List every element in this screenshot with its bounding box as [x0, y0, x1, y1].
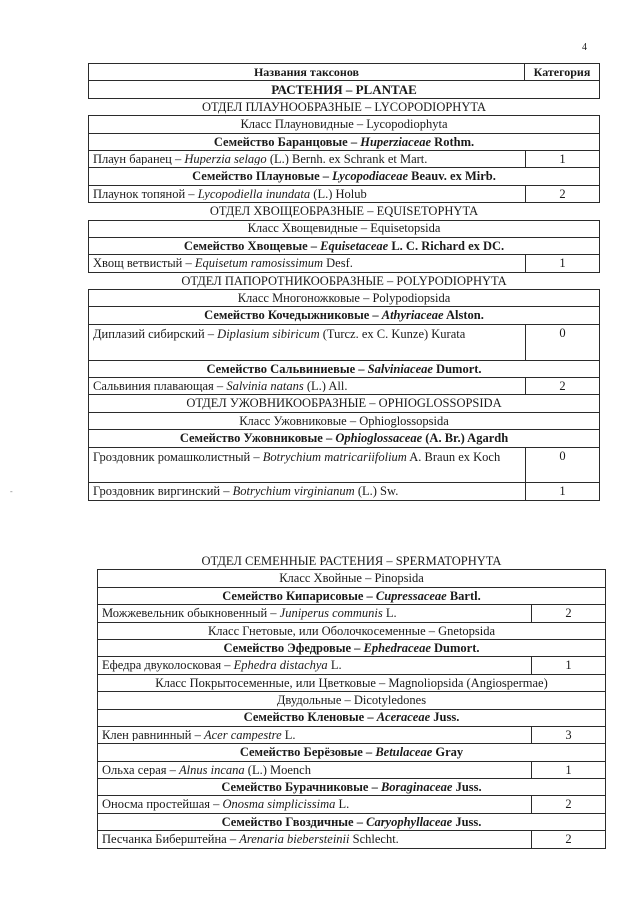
species-author: (Turcz. ex C. Kunze) Kurata: [319, 326, 466, 341]
species-row: [88, 377, 600, 395]
division-label: ОТДЕЛ ПАПОРОТНИКООБРАЗНЫЕ – POLYPODIOPHYTA: [181, 273, 507, 288]
family-latin: Ophioglossaceae: [335, 431, 423, 446]
kingdom-row: [88, 80, 600, 98]
family-author: Rothm.: [431, 134, 475, 149]
species-row: [97, 795, 606, 813]
species-name: Сальвиния плавающая –: [93, 379, 227, 393]
division-row: [88, 98, 600, 116]
family-author: Juss.: [430, 710, 460, 725]
family-latin: Cupressaceae: [375, 588, 447, 603]
species-row: [88, 150, 600, 168]
class-row: [88, 115, 600, 133]
family-latin: Lycopodiaceae: [332, 169, 409, 184]
family-latin: Equisetaceae: [320, 238, 389, 253]
family-row: [88, 133, 600, 151]
species-category: 0: [525, 325, 599, 360]
family-row: [97, 743, 606, 761]
class-label: Класс Хвощевидные – Equisetopsida: [247, 221, 441, 236]
division-row: [88, 202, 600, 220]
species-author: (L.) All.: [303, 379, 348, 393]
species-name: Оносма простейшая –: [102, 798, 223, 811]
class-row: [88, 220, 600, 238]
species-author: (L.) Sw.: [354, 485, 399, 498]
species-row: [88, 254, 600, 272]
family-name: Семейство Бурачниковые –: [221, 780, 381, 795]
family-row: [88, 360, 600, 378]
species-name: Плаунок топяной –: [93, 187, 198, 201]
species-name: Ефедра двуколосковая –: [102, 659, 234, 672]
stray-mark: -: [10, 487, 13, 496]
family-latin: Athyriaceae: [381, 308, 444, 323]
species-latin: Botrychium matricariifolium: [262, 449, 407, 464]
division-label: ОТДЕЛ ПЛАУНООБРАЗНЫЕ – LYCOPODIOPHYTA: [201, 99, 487, 114]
species-name: Диплазий сибирский –: [93, 326, 218, 341]
family-name: Семейство Гвоздичные –: [221, 814, 367, 829]
species-latin: Huperzia selago: [184, 152, 267, 166]
class-label: Класс Хвойные – Pinopsida: [279, 571, 424, 586]
species-category: 1: [525, 151, 599, 167]
family-name: Семейство Кленовые –: [243, 710, 377, 725]
species-category: 3: [531, 727, 605, 743]
family-latin: Ephedraceae: [363, 640, 431, 655]
family-latin: Betulaceae: [375, 745, 433, 760]
class-label: Класс Плауновидные – Lycopodiophyta: [240, 117, 448, 132]
family-name: Семейство Ужовниковые –: [179, 431, 336, 446]
family-name: Семейство Кочедыжниковые –: [204, 308, 382, 323]
species-latin: Ephedra distachya: [233, 659, 328, 672]
subclass-row: [97, 691, 606, 709]
species-name: Песчанка Биберштейна –: [102, 833, 240, 846]
species-row: [97, 761, 606, 779]
division-label: ОТДЕЛ ХВОЩЕОБРАЗНЫЕ – EQUISETOPHYTA: [209, 204, 479, 219]
taxa-table-part-1: [88, 64, 600, 501]
class-row: [88, 289, 600, 307]
family-row: [88, 237, 600, 255]
species-category: 1: [525, 483, 599, 499]
species-name: Ольха серая –: [102, 763, 180, 777]
subclass-label: Двудольные – Dicotyledones: [276, 693, 427, 708]
species-latin: Botrychium virginianum: [232, 485, 355, 498]
species-latin: Salvinia natans: [226, 379, 304, 393]
species-category: 2: [531, 831, 605, 847]
species-author: (L.) Holub: [310, 187, 367, 201]
family-name: Семейство Сальвиниевые –: [206, 361, 368, 376]
taxa-table-part-2: [97, 553, 606, 849]
family-name: Семейство Плауновые –: [192, 169, 333, 184]
species-latin: Acer campestre: [203, 728, 282, 742]
species-category: 1: [531, 762, 605, 778]
species-latin: Arenaria biebersteinii: [239, 833, 350, 846]
species-category: 2: [531, 605, 605, 621]
species-author: Schlecht.: [349, 833, 399, 846]
family-name: Семейство Хвощевые –: [183, 238, 321, 253]
family-row: [97, 709, 606, 727]
family-author: Alston.: [443, 308, 484, 323]
family-name: Семейство Кипарисовые –: [222, 588, 376, 603]
division-row: [88, 394, 600, 412]
species-latin: Diplasium sibiricum: [217, 326, 320, 341]
class-row: [97, 622, 606, 640]
class-row: [97, 674, 606, 692]
family-latin: Boraginaceae: [380, 780, 453, 795]
species-author: (L.) Bernh. ex Schrank et Mart.: [266, 152, 428, 166]
family-author: Bartl.: [446, 588, 481, 603]
page-number: 4: [582, 42, 587, 53]
family-author: L. C. Richard ex DC.: [388, 238, 505, 253]
class-label: Класс Покрытосеменные, или Цветковые – Magnoliopsida (Angiospermae): [155, 675, 548, 690]
species-row: [97, 656, 606, 674]
family-author: Dumort.: [430, 640, 480, 655]
column-header-name: Названия таксонов: [253, 65, 360, 80]
species-author: L.: [382, 607, 397, 620]
species-author: (L.) Moench: [244, 763, 311, 777]
class-row: [97, 569, 606, 587]
family-name: Семейство Берёзовые –: [239, 745, 376, 760]
species-latin: Juniperus communis: [279, 607, 383, 620]
column-header-category: Категория: [524, 64, 599, 80]
species-category: 2: [525, 186, 599, 202]
class-row: [88, 412, 600, 430]
species-row: [97, 830, 606, 848]
family-row: [97, 813, 606, 831]
division-row: [88, 272, 600, 290]
species-row: [88, 447, 600, 484]
species-name: Хвощ ветвистый –: [93, 257, 195, 270]
division-row: [97, 552, 606, 570]
species-category: 2: [531, 796, 605, 812]
family-name: Семейство Баранцовые –: [213, 134, 361, 149]
species-name: Можжевельник обыкновенный –: [102, 607, 280, 620]
species-author: A. Braun ex Koch: [406, 449, 501, 464]
species-latin: Equisetum ramosissimum: [194, 257, 324, 270]
species-name: Гроздовник ромашколистный –: [93, 449, 263, 464]
species-author: L.: [327, 659, 342, 672]
species-row: [88, 185, 600, 203]
species-latin: Onosma simplicissima: [222, 798, 336, 811]
family-row: [97, 778, 606, 796]
class-label: Класс Многоножковые – Polypodiopsida: [237, 291, 451, 306]
species-name: Плаун баранец –: [93, 152, 185, 166]
species-author: L.: [281, 728, 296, 742]
division-label: ОТДЕЛ УЖОВНИКООБРАЗНЫЕ – OPHIOGLOSSOPSIDA: [186, 396, 502, 411]
species-latin: Lycopodiella inundata: [197, 187, 311, 201]
family-author: Juss.: [452, 814, 482, 829]
species-row: [97, 604, 606, 622]
division-label: ОТДЕЛ СЕМЕННЫЕ РАСТЕНИЯ – SPERMATOPHYTA: [201, 553, 502, 568]
table-header-row: [88, 63, 600, 81]
species-name: Клен равнинный –: [102, 728, 204, 742]
family-row: [88, 306, 600, 324]
family-row: [88, 429, 600, 447]
family-author: Gray: [432, 745, 464, 760]
species-category: 1: [525, 255, 599, 271]
family-author: Dumort.: [432, 361, 482, 376]
family-row: [97, 587, 606, 605]
family-author: Beauv. ex Mirb.: [408, 169, 496, 184]
species-name: Гроздовник виргинский –: [93, 485, 233, 498]
species-author: L.: [335, 798, 350, 811]
species-author: Desf.: [323, 257, 353, 270]
family-latin: Caryophyllaceae: [366, 814, 453, 829]
species-category: 2: [525, 378, 599, 394]
species-row: [88, 324, 600, 361]
kingdom-label: РАСТЕНИЯ – PLANTAE: [271, 82, 417, 98]
family-name: Семейство Эфедровые –: [223, 640, 364, 655]
family-row: [97, 639, 606, 657]
family-latin: Aceraceae: [376, 710, 431, 725]
class-label: Класс Ужовниковые – Ophioglossopsida: [239, 413, 449, 428]
species-category: 1: [531, 657, 605, 673]
species-row: [88, 482, 600, 500]
class-label: Класс Гнетовые, или Оболочкосеменные – Gnetopsida: [207, 623, 496, 638]
species-latin: Alnus incana: [179, 763, 245, 777]
family-latin: Huperziaceae: [360, 134, 432, 149]
family-author: (A. Br.) Agardh: [422, 431, 509, 446]
species-category: 0: [525, 448, 599, 483]
family-latin: Salviniaceae: [367, 361, 433, 376]
family-row: [88, 167, 600, 185]
family-author: Juss.: [452, 780, 482, 795]
species-row: [97, 726, 606, 744]
